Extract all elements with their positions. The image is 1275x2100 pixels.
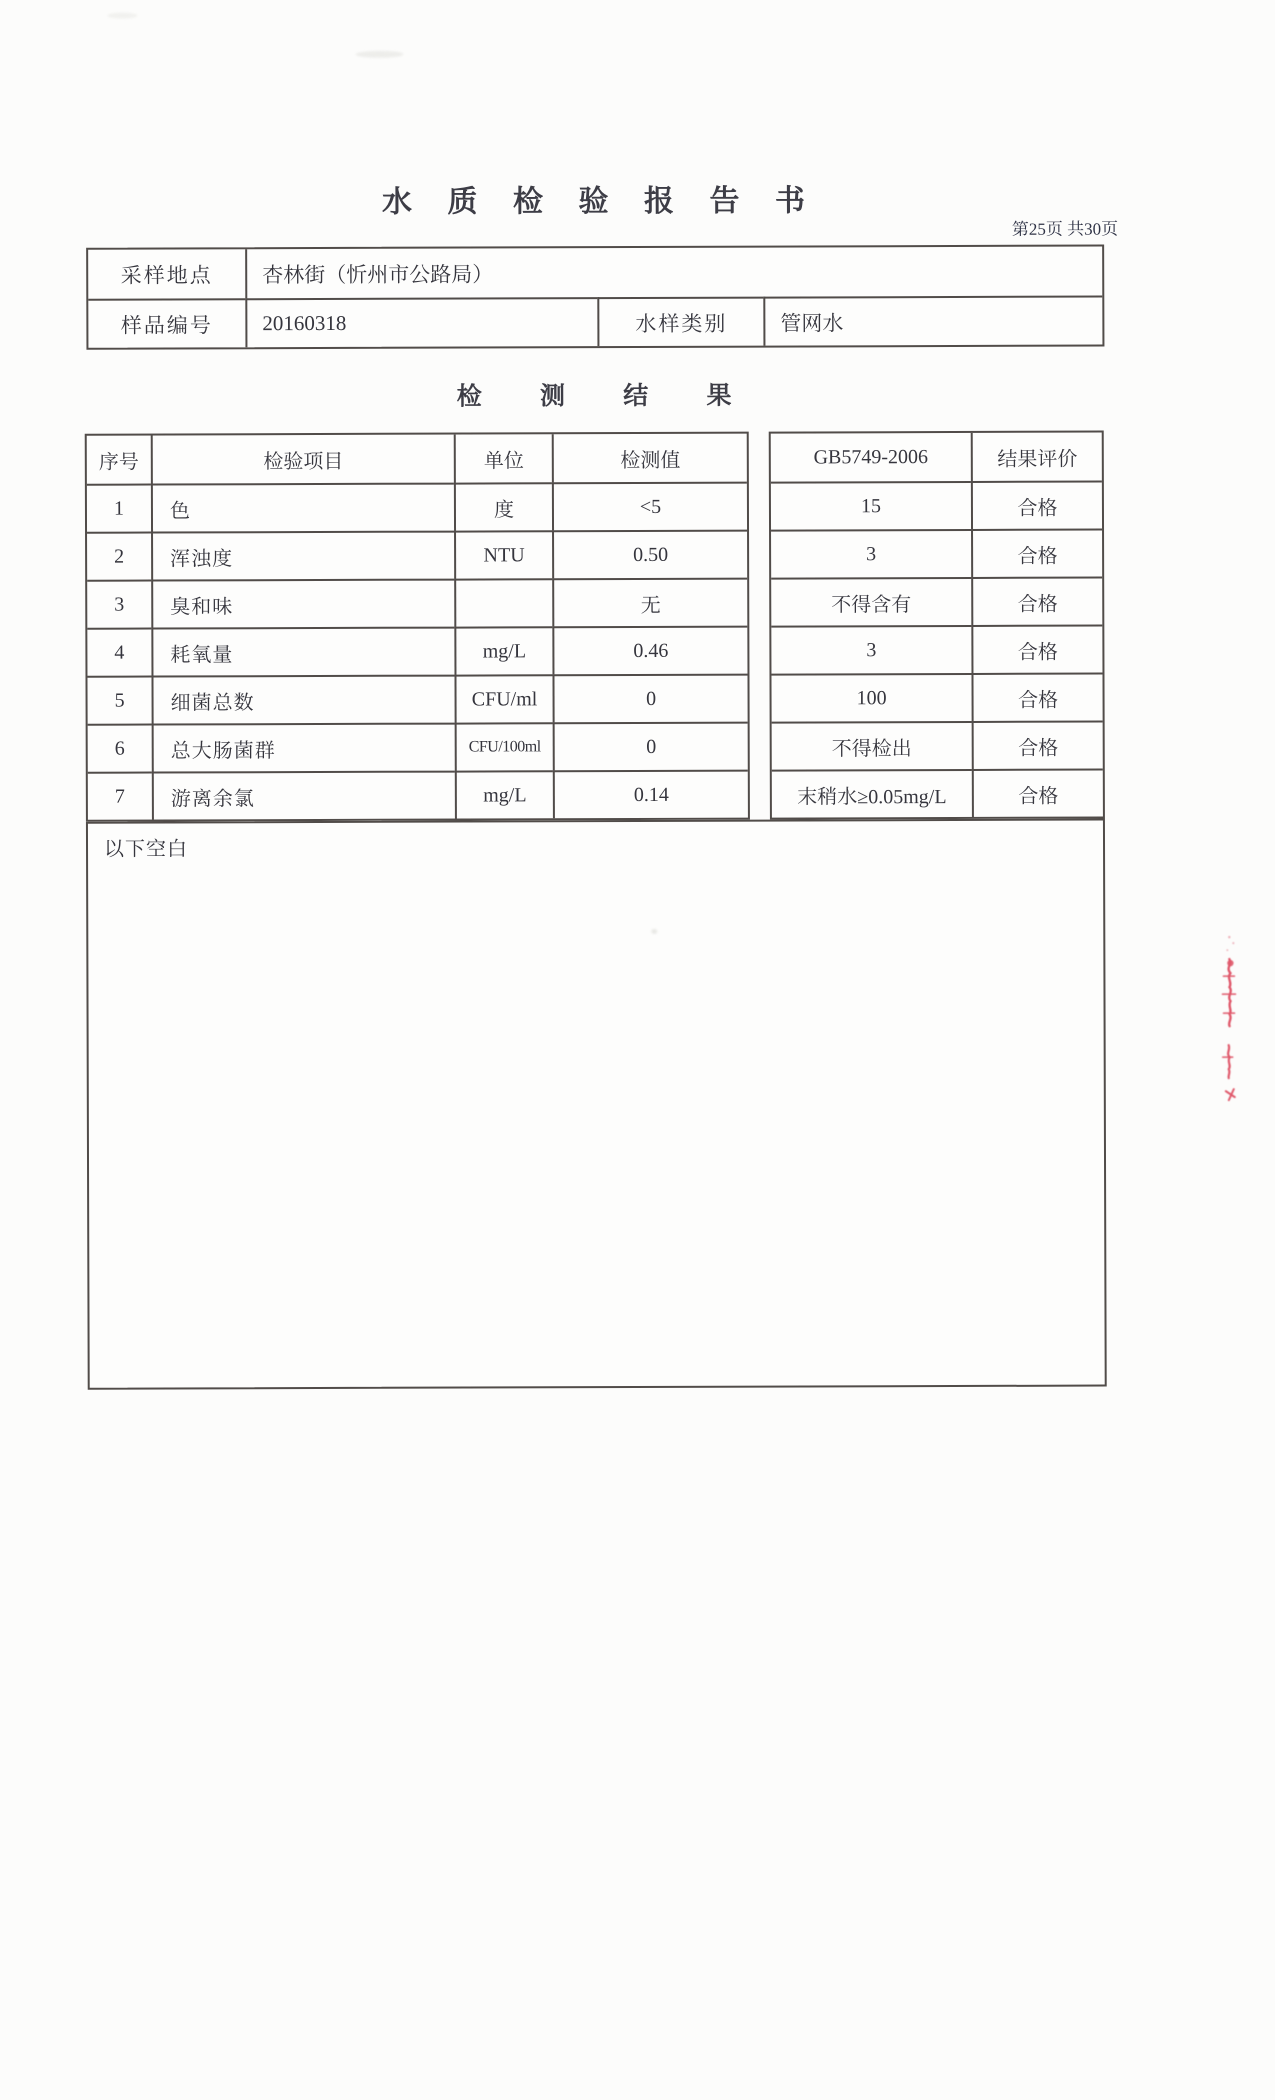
header-item: 检验项目: [151, 435, 454, 484]
table-cell: 3: [87, 580, 151, 628]
table-cell: 合格: [972, 721, 1103, 769]
table-cell: 不得含有: [771, 577, 971, 626]
table-cell: 0: [553, 722, 748, 771]
table-cell: 15: [771, 481, 971, 530]
table-cell: 合格: [971, 625, 1102, 673]
table-cell: CFU/ml: [454, 674, 552, 722]
header-evaluation: 结果评价: [971, 433, 1102, 481]
table-cell: [454, 578, 552, 626]
table-cell: 0.46: [552, 626, 747, 675]
table-cell: 7: [88, 772, 152, 820]
table-cell: 末稍水≥0.05mg/L: [772, 769, 972, 818]
sample-no-value: 20160318: [245, 297, 597, 347]
table-cell: 合格: [971, 529, 1102, 577]
header-standard: GB5749-2006: [813, 445, 929, 468]
sampling-location-label: 采样地点: [120, 262, 213, 288]
table-cell: 1: [87, 484, 151, 532]
table-cell: CFU/100ml: [455, 722, 553, 770]
table-cell: 5: [87, 676, 151, 724]
scan-smudge: [107, 13, 137, 19]
table-cell: 2: [87, 532, 151, 580]
table-cell: 臭和味: [151, 579, 454, 628]
table-cell: 无: [552, 578, 747, 627]
table-cell: 3: [771, 625, 971, 674]
page-title: 水 质 检 验 报 告 书: [381, 184, 820, 219]
header-unit: 单位: [454, 434, 552, 482]
results-table-main: [85, 432, 750, 822]
table-cell: 细菌总数: [151, 675, 454, 724]
water-type-value: 管网水: [763, 296, 1102, 346]
red-ink-mark: [1208, 914, 1255, 1124]
table-cell: 合格: [972, 769, 1103, 817]
table-cell: 6: [88, 724, 152, 772]
table-cell: 0.14: [553, 770, 748, 819]
table-cell: 0: [552, 674, 747, 723]
sample-info-table: [86, 245, 1104, 350]
remainder-blank-box: [86, 819, 1107, 1390]
table-cell: 游离余氯: [152, 771, 455, 820]
table-cell: 浑浊度: [151, 531, 454, 580]
scan-smudge: [356, 51, 404, 58]
table-cell: 不得检出: [772, 721, 972, 770]
table-cell: 总大肠菌群: [152, 723, 455, 772]
table-cell: 度: [454, 482, 552, 530]
section-heading: 检 测 结 果: [456, 382, 758, 411]
water-type-label: 水样类别: [597, 297, 763, 347]
table-cell: 4: [87, 628, 151, 676]
sampling-location-value: 杏林街（忻州市公路局）: [245, 247, 1102, 299]
page-number: 第25页 共30页: [1011, 219, 1119, 239]
results-table-standard: [769, 431, 1105, 820]
table-cell: 色: [151, 483, 454, 532]
sample-no-label: 样品编号: [88, 298, 245, 347]
table-cell: 耗氧量: [151, 627, 454, 676]
table-cell: 100: [771, 673, 971, 722]
scan-smudge: [651, 929, 657, 934]
table-cell: mg/L: [455, 770, 553, 818]
blank-note: 以下空白: [103, 838, 189, 861]
table-cell: 合格: [971, 577, 1102, 625]
table-cell: 合格: [971, 673, 1102, 721]
table-cell: 合格: [971, 481, 1102, 529]
table-cell: mg/L: [454, 626, 552, 674]
table-cell: 0.50: [552, 530, 747, 579]
header-no: 序号: [98, 451, 139, 474]
header-value: 检测值: [552, 434, 747, 483]
table-cell: 3: [771, 529, 971, 578]
table-cell: <5: [552, 482, 747, 531]
table-cell: NTU: [454, 530, 552, 578]
